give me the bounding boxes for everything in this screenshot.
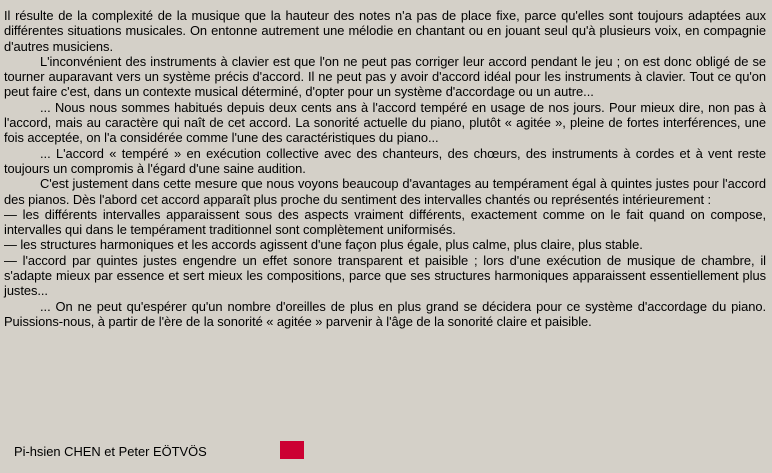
list-item-1: — les différents intervalles apparaissent sous des aspects vraiment différents, exactement comme on le fait quand on compose, intervalles qui dans le tempérament traditionnel sont complètement uniformisés. [4,206,766,238]
paragraph-5: C'est justement dans cette mesure que nous voyons beaucoup d'avantages au tempérament égal à quintes justes pour l'accord des pianos. Dès l'abord cet accord apparaît plus proche du sentiment des intervalles chantés ou représentés intérieurement : [4,176,766,207]
red-square-badge[interactable] [280,441,304,459]
author-signature: Pi-hsien CHEN et Peter EÖTVÖS [14,444,207,459]
list-item-2: — les structures harmoniques et les accords agissent d'une façon plus égale, plus calme, plus claire, plus stable. [4,237,643,253]
paragraph-4: ... L'accord « tempéré » en exécution collective avec des chanteurs, des chœurs, des instruments à cordes et à vent reste toujours un compromis à l'égard d'une saine audition. [4,145,766,176]
paragraph-3: ... Nous nous sommes habitués depuis deux cents ans à l'accord tempéré en usage de nos jours. Pour mieux dire, non pas à l'accord, mais au caractère qui naît de cet accord. La sonorité actuelle du piano, plutôt « agitée », pleine de fortes interférences, une fois acceptée, on l'a considérée comme l'une des caractéristiques du piano... [4,99,766,146]
paragraph-1: Il résulte de la complexité de la musique que la hauteur des notes n'a pas de place fixe, parce qu'elles sont toujours adaptées aux différentes situations musicales. On entonne autrement une mélodie en chantant ou en jouant seul qu'à plusieurs voix, en compagnie d'autres musiciens. [4,8,766,54]
paragraph-2: L'inconvénient des instruments à clavier est que l'on ne peut pas corriger leur accord pendant le jeu ; on est donc obligé de se tourner auparavant vers un système précis d'accord. Il ne peut pas y avoir d'accord idéal pour les instruments à clavier. Tout ce qu'on peut faire c'est, dans un contexte musical déterminé, d'opter pour un système d'accordage ou un autre... [4,53,766,100]
list-item-3: — l'accord par quintes justes engendre un effet sonore transparent et paisible ; lors d'une exécution de musique de chambre, il s'adapte mieux par essence et sert mieux les compositions, parce que ses structures harmoniques apparaissent essentiellement plus justes... [4,252,766,299]
paragraph-conclusion: ... On ne peut qu'espérer qu'un nombre d'oreilles de plus en plus grand se décidera pour ce système d'accordage du piano. Puissions-nous, à partir de l'ère de la sonorité « agitée » parvenir à l'âge de la sonorité claire et paisible. [4,298,766,329]
article-body [4,8,766,329]
